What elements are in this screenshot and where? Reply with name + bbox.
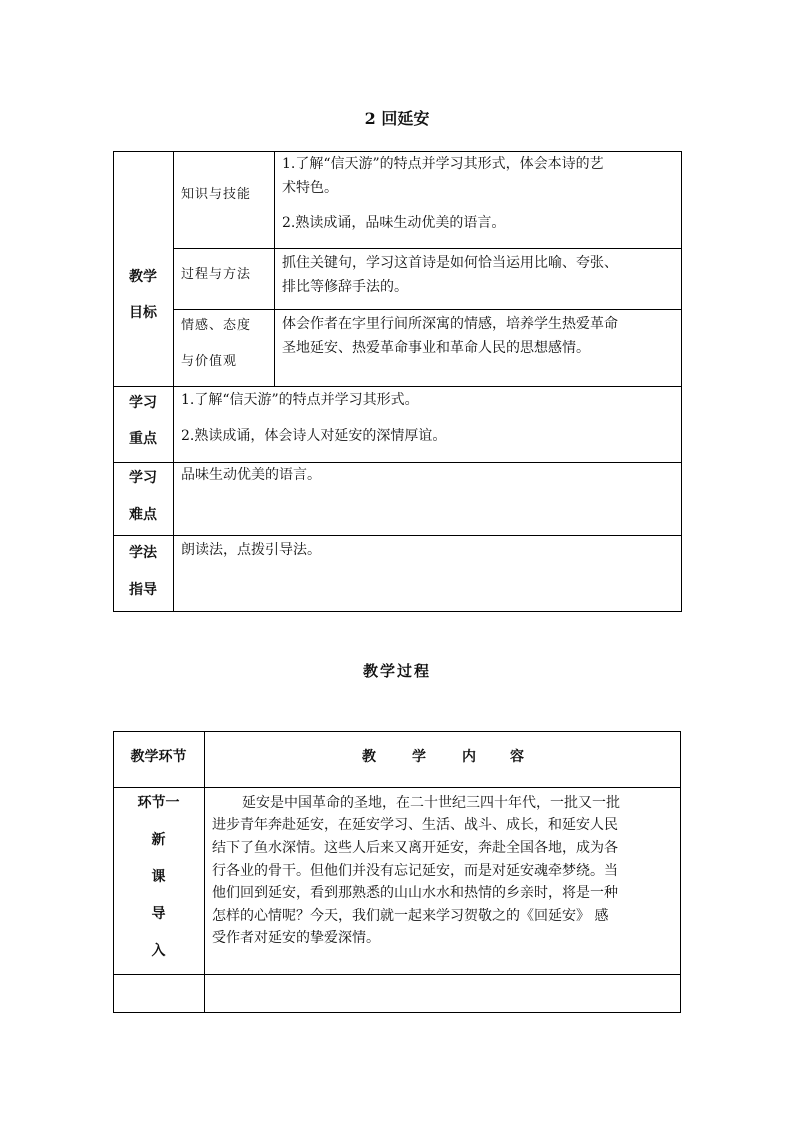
difficulty-label-top: 学习 xyxy=(129,470,157,486)
intro-line-2: 进步青年奔赴延安，在延安学习、生活、战斗、成长，和延安人民 xyxy=(212,817,618,833)
header-stage: 教学环节 xyxy=(130,749,187,765)
method-label-top: 学法 xyxy=(129,545,157,561)
intro-line-6: 怎样的心情呢？今天，我们就一起来学习贺敬之的《回延安》 感 xyxy=(212,908,609,924)
page-title: 2 回延安 xyxy=(364,109,430,128)
stage-char-4: 入 xyxy=(151,943,166,959)
stage-char-3: 导 xyxy=(151,906,166,922)
focus-label-top: 学习 xyxy=(129,395,157,411)
stage-char-1: 新 xyxy=(151,832,166,848)
difficulty-text: 品味生动优美的语言。 xyxy=(181,467,321,483)
process-title: 教学过程 xyxy=(362,662,431,680)
process-line-2: 排比等修辞手法的。 xyxy=(282,279,408,295)
focus-label-bottom: 重点 xyxy=(129,431,157,447)
intro-line-3: 结下了鱼水深情。这些人后来又离开延安，奔赴全国各地，成为各 xyxy=(212,840,618,856)
intro-line-7: 受作者对延安的挚爱深情。 xyxy=(212,930,380,946)
header-char-3: 内 xyxy=(462,749,476,765)
knowledge-line-2: 术特色。 xyxy=(282,180,338,196)
knowledge-line-1: 1.了解“信天游”的特点并学习其形式，体会本诗的艺 xyxy=(282,156,604,172)
process-line-1: 抓住关键句，学习这首诗是如何恰当运用比喻、夸张、 xyxy=(282,255,618,271)
sub-label-process: 过程与方法 xyxy=(181,267,252,282)
stage-char-2: 课 xyxy=(151,869,166,885)
knowledge-line-3: 2.熟读成诵，品味生动优美的语言。 xyxy=(282,215,506,231)
header-char-2: 学 xyxy=(412,749,426,765)
intro-line-1: 延安是中国革命的圣地，在二十世纪三四十年代，一批又一批 xyxy=(242,795,620,811)
sub-label-knowledge: 知识与技能 xyxy=(181,187,252,202)
intro-line-5: 他们回到延安，看到那熟悉的山山水水和热情的乡亲时，将是一种 xyxy=(212,885,618,901)
emotion-line-2: 圣地延安、热爱革命事业和革命人民的思想感情。 xyxy=(282,340,590,356)
emotion-line-1: 体会作者在字里行间所深寓的情感，培养学生热爱革命 xyxy=(282,316,618,332)
header-char-4: 容 xyxy=(510,749,524,765)
header-char-1: 教 xyxy=(362,749,376,765)
objectives-label-top: 教学 xyxy=(129,269,157,285)
sub-label-emotion-2: 与价值观 xyxy=(181,354,238,369)
method-text: 朗读法，点拨引导法。 xyxy=(181,542,321,558)
focus-line-1: 1.了解“信天游”的特点并学习其形式。 xyxy=(181,392,419,408)
intro-line-4: 行各业的骨干。但他们并没有忘记延安，而是对延安魂牵梦绕。当 xyxy=(212,863,618,879)
stage-label: 环节一 xyxy=(137,795,180,811)
objectives-label-bottom: 目标 xyxy=(129,305,157,321)
method-label-bottom: 指导 xyxy=(129,582,157,598)
focus-line-2: 2.熟读成诵，体会诗人对延安的深情厚谊。 xyxy=(181,428,447,444)
sub-label-emotion-1: 情感、态度 xyxy=(181,318,252,333)
difficulty-label-bottom: 难点 xyxy=(129,507,157,523)
